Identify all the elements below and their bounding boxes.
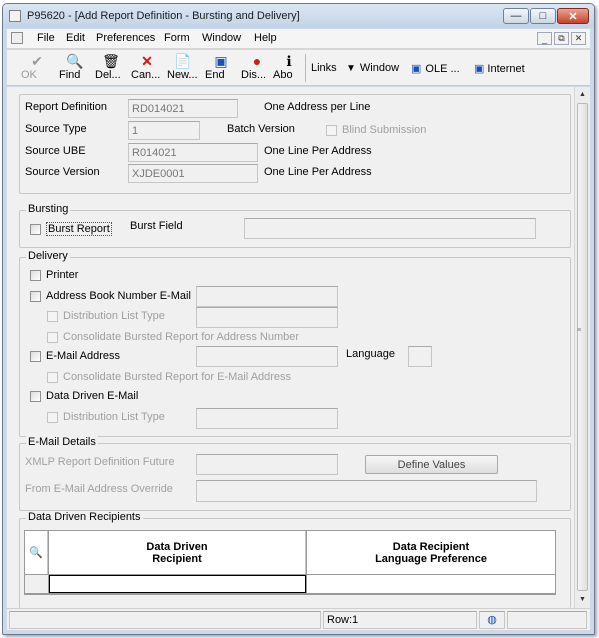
form-body — [7, 87, 590, 608]
report-definition-desc: One Address per Line — [264, 101, 371, 113]
status-panel-right — [507, 611, 587, 629]
internet-label: Internet — [487, 62, 525, 75]
printer-checkbox[interactable] — [30, 270, 41, 281]
define-values-button[interactable]: Define Values — [365, 455, 498, 474]
internet-menu[interactable] — [474, 62, 525, 75]
dropdown-arrow-icon: ▼ — [346, 62, 356, 74]
source-ube-desc: One Line Per Address — [264, 145, 372, 157]
menu-help[interactable]: Help — [254, 32, 277, 44]
display-label: Dis... — [241, 69, 267, 81]
window-title: P95620 - [Add Report Definition - Bursting and Delivery] — [27, 10, 300, 22]
blind-submission-label: Blind Submission — [342, 124, 427, 136]
menu-form[interactable]: Form — [164, 32, 190, 44]
toolbar-separator — [305, 54, 306, 82]
xmlp-label: XMLP Report Definition Future — [25, 456, 175, 468]
end-button[interactable] — [205, 53, 237, 84]
new-label: New... — [167, 69, 198, 81]
display-icon: ● — [252, 53, 262, 69]
email-details-title: E-Mail Details — [28, 436, 96, 448]
menu-file[interactable]: File — [37, 32, 55, 44]
abn-email-field[interactable] — [196, 286, 338, 307]
bursting-title: Bursting — [28, 203, 69, 215]
consolidate-address-checkbox[interactable] — [47, 332, 58, 343]
find-button[interactable] — [59, 53, 91, 84]
grid-cell-language[interactable] — [307, 575, 555, 593]
window-menu[interactable] — [346, 62, 399, 74]
source-version-label: Source Version — [25, 166, 100, 178]
app-icon — [9, 10, 21, 22]
batch-version-label: Batch Version — [227, 123, 295, 135]
email-address-label: E-Mail Address — [46, 350, 120, 362]
ole-label: OLE ... — [425, 62, 460, 75]
cancel-label: Can... — [131, 69, 161, 81]
find-icon: 🔍 — [66, 53, 84, 69]
status-panel-left — [9, 611, 321, 629]
burst-report-checkbox[interactable] — [30, 224, 41, 235]
links-menu[interactable] — [311, 62, 337, 74]
source-type-field[interactable]: 1 — [128, 121, 200, 140]
consolidate-email-checkbox[interactable] — [47, 372, 58, 383]
title-bar[interactable] — [3, 4, 594, 28]
recipients-title: Data Driven Recipients — [28, 511, 141, 523]
end-icon: ▣ — [214, 53, 228, 69]
window-label: Window — [359, 62, 400, 74]
email-address-checkbox[interactable] — [30, 351, 41, 362]
ole-icon: ▣ — [411, 63, 422, 75]
find-label: Find — [59, 69, 81, 81]
delete-label: Del... — [95, 69, 121, 81]
scroll-grip-icon: ≡ — [577, 327, 582, 334]
grid-find-icon: 🔍 — [29, 547, 43, 559]
from-override-field[interactable] — [196, 480, 537, 502]
distribution-list-type-field[interactable] — [196, 307, 338, 328]
scroll-up-arrow-icon[interactable]: ▲ — [579, 91, 586, 98]
source-type-label: Source Type — [25, 123, 87, 135]
delete-button[interactable] — [95, 53, 127, 84]
report-definition-field[interactable]: RD014021 — [128, 99, 238, 118]
about-label: Abo — [273, 69, 293, 81]
delivery-title: Delivery — [28, 250, 68, 262]
printer-label: Printer — [46, 269, 79, 281]
checkmark-icon: ✔ — [31, 53, 43, 69]
cancel-x-icon: ✕ — [141, 53, 153, 69]
email-address-field[interactable] — [196, 346, 338, 367]
distribution-list-type-label: Distribution List Type — [63, 310, 165, 322]
language-label: Language — [346, 348, 395, 360]
report-definition-label: Report Definition — [25, 101, 107, 113]
ole-menu[interactable] — [411, 62, 460, 75]
data-driven-email-label: Data Driven E-Mail — [46, 390, 139, 402]
minimize-button[interactable]: — — [503, 8, 529, 24]
about-button[interactable] — [273, 53, 305, 84]
mdi-restore-button[interactable]: ⧉ — [554, 32, 569, 45]
trash-icon: 🗑 — [102, 53, 120, 69]
abn-email-checkbox[interactable] — [30, 291, 41, 302]
column-header-language[interactable] — [307, 531, 555, 574]
xmlp-field[interactable] — [196, 454, 338, 475]
end-label: End — [205, 69, 225, 81]
blind-submission-checkbox[interactable] — [326, 125, 337, 136]
menu-edit[interactable]: Edit — [66, 32, 85, 44]
toolbar — [7, 50, 590, 86]
distribution-list-type2-checkbox[interactable] — [47, 412, 58, 423]
source-ube-field[interactable]: R014021 — [128, 143, 258, 162]
cancel-button[interactable] — [131, 53, 163, 84]
maximize-button[interactable]: □ — [530, 8, 556, 24]
consolidate-address-label: Consolidate Bursted Report for Address Number — [63, 331, 300, 343]
distribution-list-type-checkbox[interactable] — [47, 311, 58, 322]
data-driven-email-checkbox[interactable] — [30, 391, 41, 402]
document-icon — [11, 32, 23, 44]
menu-bar — [7, 29, 590, 49]
burst-field-label: Burst Field — [130, 220, 183, 232]
vertical-scrollbar[interactable] — [574, 87, 590, 608]
scroll-down-arrow-icon[interactable]: ▼ — [579, 596, 586, 603]
globe-icon: ◍ — [479, 611, 505, 629]
distribution-list-type2-field[interactable] — [196, 408, 338, 429]
column-header-recipient[interactable] — [49, 531, 306, 574]
consolidate-email-label: Consolidate Bursted Report for E-Mail Address — [63, 371, 292, 383]
recipients-grid — [24, 530, 556, 595]
new-button[interactable] — [167, 53, 199, 84]
source-version-field[interactable]: XJDE0001 — [128, 164, 258, 183]
about-icon: ℹ — [286, 53, 292, 69]
internet-icon: ▣ — [474, 63, 485, 75]
menu-window[interactable]: Window — [202, 32, 242, 44]
mdi-minimize-button[interactable]: _ — [537, 32, 552, 45]
from-override-label: From E-Mail Address Override — [25, 483, 173, 495]
source-ube-label: Source UBE — [25, 145, 86, 157]
menu-preferences[interactable]: Preferences — [96, 32, 156, 44]
ok-label: OK — [21, 69, 37, 81]
new-document-icon: 📄 — [174, 53, 192, 69]
ok-button[interactable] — [21, 53, 53, 84]
burst-field-input[interactable] — [244, 218, 536, 239]
row-selector[interactable] — [25, 575, 48, 593]
close-button[interactable]: ✕ — [557, 8, 589, 24]
status-bar — [7, 608, 590, 630]
display-button[interactable] — [241, 53, 273, 84]
language-field[interactable] — [408, 346, 432, 367]
application-window — [2, 3, 595, 635]
source-version-desc: One Line Per Address — [264, 166, 372, 178]
burst-report-label: Burst Report — [48, 223, 110, 235]
abn-email-label: Address Book Number E-Mail — [46, 290, 191, 302]
grid-cell-recipient[interactable] — [49, 575, 306, 593]
scroll-thumb[interactable] — [577, 103, 588, 591]
column-header-recipient-label: Data Driven Recipient — [146, 540, 208, 565]
column-header-language-label: Data Recipient Language Preference — [375, 540, 487, 565]
grid-find-header[interactable] — [25, 531, 48, 574]
links-label: Links — [311, 62, 337, 74]
status-row-indicator: Row:1 — [323, 611, 477, 629]
distribution-list-type2-label: Distribution List Type — [63, 411, 165, 423]
mdi-close-button[interactable]: ✕ — [571, 32, 586, 45]
